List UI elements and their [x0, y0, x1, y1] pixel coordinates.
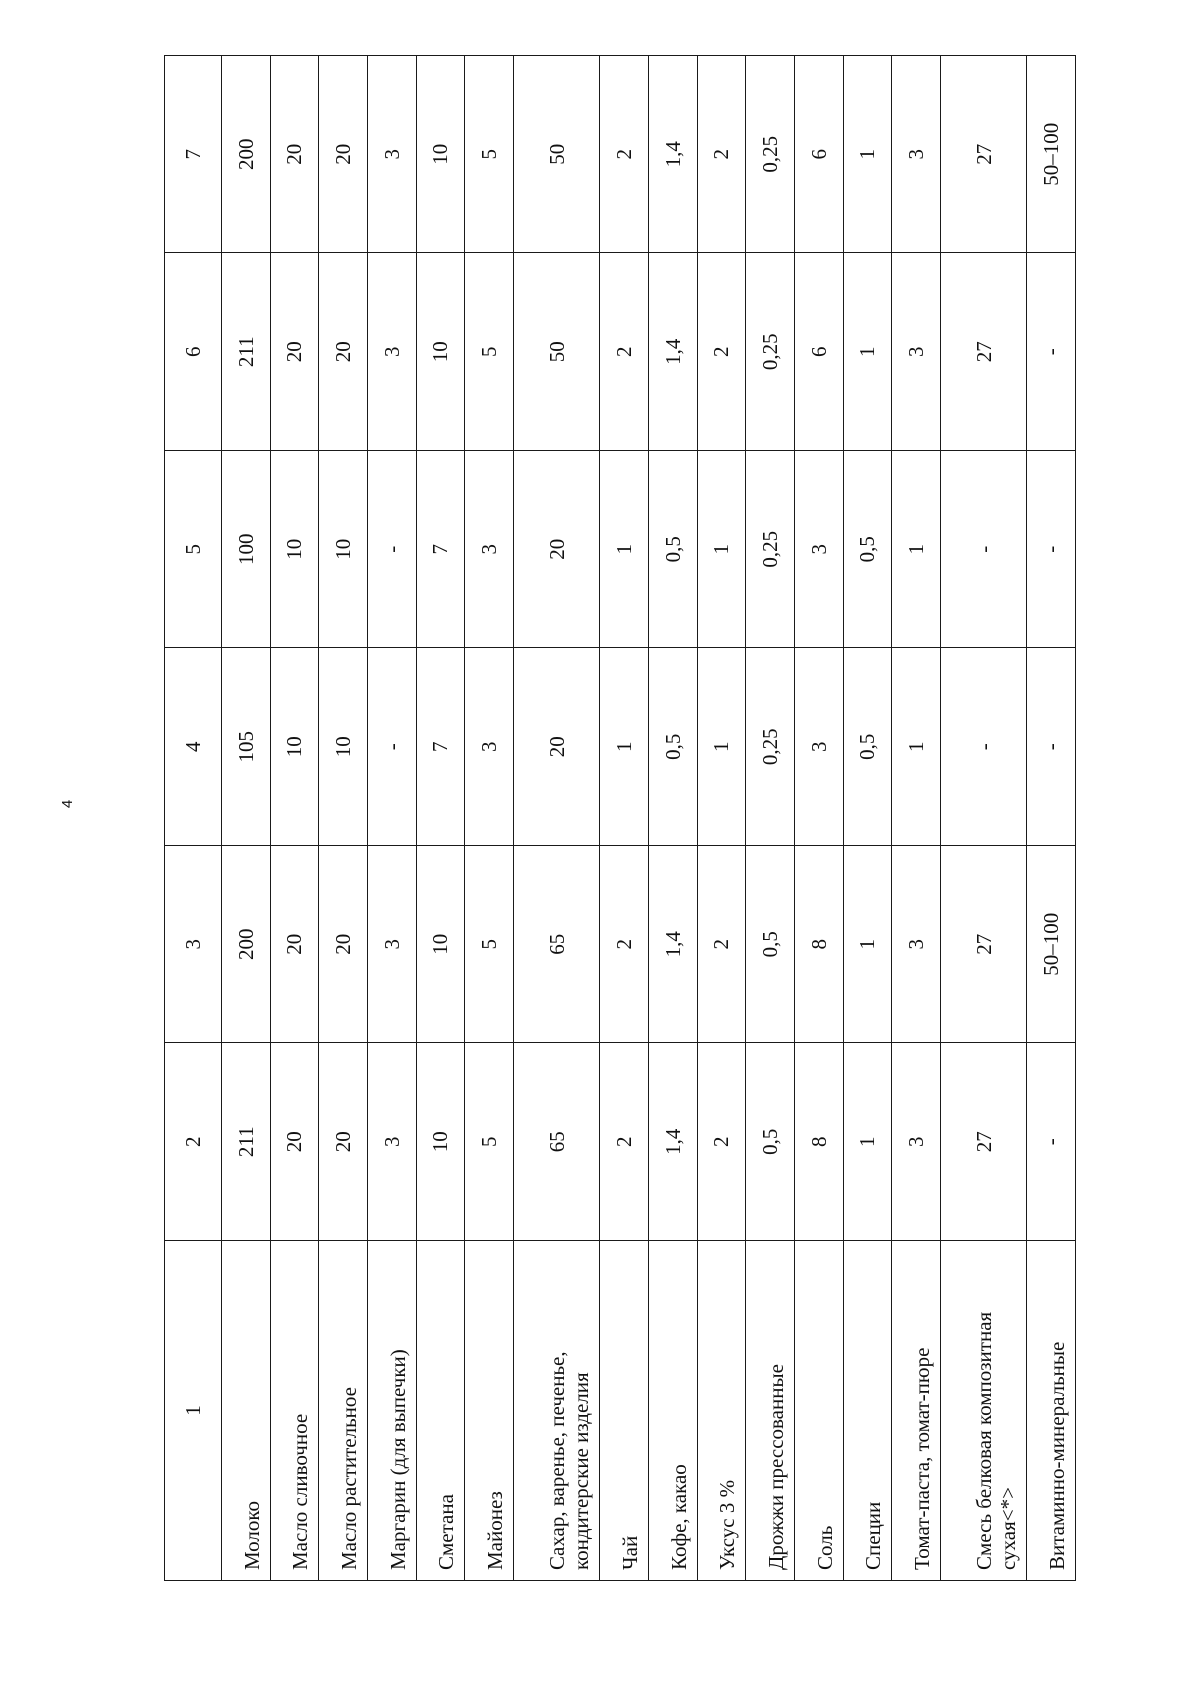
norm-value-cell-col-3: 20	[319, 846, 368, 1044]
norm-value-cell-col-3: 10	[416, 846, 465, 1044]
norm-value-cell-col-4: 3	[794, 648, 843, 846]
norm-value-cell-col-2: 211	[222, 1043, 271, 1241]
norm-value-cell-col-6: 27	[940, 253, 1026, 451]
norm-value-cell-col-6: 20	[319, 253, 368, 451]
table-header-row	[165, 56, 222, 1581]
norm-value-cell-col-7: 50–100	[1027, 56, 1076, 254]
product-name-cell: Масло сливочное	[270, 1241, 319, 1581]
norm-value-cell-col-2: 5	[465, 1043, 514, 1241]
norm-value-cell-col-6: 2	[600, 253, 649, 451]
norm-value-cell-col-7: 20	[319, 56, 368, 254]
norm-value-cell-col-7: 50	[513, 56, 599, 254]
norm-value-cell-col-2: 8	[794, 1043, 843, 1241]
norm-value-cell-col-3: 3	[892, 846, 941, 1044]
norm-value-cell-col-7: 6	[794, 56, 843, 254]
norm-value-cell-col-2: 27	[940, 1043, 1026, 1241]
norm-value-cell-col-5: 0,5	[648, 451, 697, 649]
norm-value-cell-col-6: 3	[892, 253, 941, 451]
norm-value-cell-col-4: 0,5	[648, 648, 697, 846]
norm-value-cell-col-5: -	[940, 451, 1026, 649]
rotated-table-container	[164, 56, 1076, 1581]
product-name-cell: Дрожжи прессованные	[746, 1241, 795, 1581]
table-row	[513, 56, 599, 1581]
norm-value-cell-col-5: 10	[270, 451, 319, 649]
norm-value-cell-col-5: -	[1027, 451, 1076, 649]
norm-value-cell-col-4: 1	[600, 648, 649, 846]
norm-value-cell-col-4: 7	[416, 648, 465, 846]
norm-value-cell-col-6: 5	[465, 253, 514, 451]
table-row	[892, 56, 941, 1581]
column-number-1: 1	[165, 1241, 222, 1581]
food-norms-table	[164, 55, 1076, 1581]
norm-value-cell-col-3: 2	[600, 846, 649, 1044]
table-row	[270, 56, 319, 1581]
norm-value-cell-col-4: 0,5	[843, 648, 892, 846]
product-name-cell: Майонез	[465, 1241, 514, 1581]
norm-value-cell-col-2: 1,4	[648, 1043, 697, 1241]
norm-value-cell-col-5: 0,25	[746, 451, 795, 649]
norm-value-cell-col-2: 10	[416, 1043, 465, 1241]
norm-value-cell-col-7: 10	[416, 56, 465, 254]
product-name-cell: Витаминно-минеральные	[1027, 1241, 1076, 1581]
norm-value-cell-col-6: 3	[367, 253, 416, 451]
norm-value-cell-col-6: 50	[513, 253, 599, 451]
norm-value-cell-col-7: 5	[465, 56, 514, 254]
norm-value-cell-col-2: 20	[270, 1043, 319, 1241]
norm-value-cell-col-7: 1,4	[648, 56, 697, 254]
table-row	[794, 56, 843, 1581]
product-name-cell: Соль	[794, 1241, 843, 1581]
product-name-cell: Молоко	[222, 1241, 271, 1581]
product-name-cell: Кофе, какао	[648, 1241, 697, 1581]
norm-value-cell-col-5: 3	[465, 451, 514, 649]
table-row	[697, 56, 746, 1581]
norm-value-cell-col-3: 200	[222, 846, 271, 1044]
norm-value-cell-col-7: 3	[367, 56, 416, 254]
norm-value-cell-col-4: 0,25	[746, 648, 795, 846]
product-name-cell: Смесь белковая композитная сухая<*>	[940, 1241, 1026, 1581]
norm-value-cell-col-5: 100	[222, 451, 271, 649]
product-name-cell: Масло растительное	[319, 1241, 368, 1581]
table-row	[465, 56, 514, 1581]
table-row	[746, 56, 795, 1581]
norm-value-cell-col-7: 1	[843, 56, 892, 254]
table-row	[843, 56, 892, 1581]
norm-value-cell-col-5: 1	[697, 451, 746, 649]
product-name-cell: Уксус 3 %	[697, 1241, 746, 1581]
norm-value-cell-col-3: 27	[940, 846, 1026, 1044]
norm-value-cell-col-2: 1	[843, 1043, 892, 1241]
norm-value-cell-col-7: 20	[270, 56, 319, 254]
norm-value-cell-col-4: -	[1027, 648, 1076, 846]
norm-value-cell-col-6: 6	[794, 253, 843, 451]
product-name-cell: Томат-паста, томат-пюре	[892, 1241, 941, 1581]
table-row	[367, 56, 416, 1581]
norm-value-cell-col-5: 7	[416, 451, 465, 649]
norm-value-cell-col-3: 20	[270, 846, 319, 1044]
norm-value-cell-col-7: 27	[940, 56, 1026, 254]
norm-value-cell-col-6: 1,4	[648, 253, 697, 451]
norm-value-cell-col-2: 3	[892, 1043, 941, 1241]
table-row	[416, 56, 465, 1581]
product-name-cell: Чай	[600, 1241, 649, 1581]
column-number-5: 5	[165, 451, 222, 649]
norm-value-cell-col-3: 0,5	[746, 846, 795, 1044]
product-name-cell: Сахар, варенье, печенье, кондитерские изделия	[513, 1241, 599, 1581]
norm-value-cell-col-2: 0,5	[746, 1043, 795, 1241]
table-row	[600, 56, 649, 1581]
column-number-7: 7	[165, 56, 222, 254]
norm-value-cell-col-3: 8	[794, 846, 843, 1044]
norm-value-cell-col-3: 65	[513, 846, 599, 1044]
norm-value-cell-col-7: 200	[222, 56, 271, 254]
norm-value-cell-col-3: 3	[367, 846, 416, 1044]
norm-value-cell-col-2: 20	[319, 1043, 368, 1241]
norm-value-cell-col-2: 3	[367, 1043, 416, 1241]
table-row	[648, 56, 697, 1581]
norm-value-cell-col-3: 2	[697, 846, 746, 1044]
norm-value-cell-col-6: 0,25	[746, 253, 795, 451]
norm-value-cell-col-5: -	[367, 451, 416, 649]
table-row	[1027, 56, 1076, 1581]
norm-value-cell-col-5: 0,5	[843, 451, 892, 649]
product-name-cell: Специи	[843, 1241, 892, 1581]
norm-value-cell-col-5: 1	[600, 451, 649, 649]
norm-value-cell-col-4: -	[940, 648, 1026, 846]
norm-value-cell-col-5: 20	[513, 451, 599, 649]
norm-value-cell-col-3: 1,4	[648, 846, 697, 1044]
page-number: 4	[59, 799, 76, 809]
norm-value-cell-col-3: 5	[465, 846, 514, 1044]
norm-value-cell-col-5: 1	[892, 451, 941, 649]
norm-value-cell-col-6: -	[1027, 253, 1076, 451]
norm-value-cell-col-2: -	[1027, 1043, 1076, 1241]
norm-value-cell-col-6: 20	[270, 253, 319, 451]
norm-value-cell-col-4: 20	[513, 648, 599, 846]
norm-value-cell-col-7: 2	[600, 56, 649, 254]
norm-value-cell-col-3: 1	[843, 846, 892, 1044]
norm-value-cell-col-4: 1	[697, 648, 746, 846]
norm-value-cell-col-2: 65	[513, 1043, 599, 1241]
norm-value-cell-col-2: 2	[600, 1043, 649, 1241]
product-name-cell: Маргарин (для выпечки)	[367, 1241, 416, 1581]
norm-value-cell-col-3: 50–100	[1027, 846, 1076, 1044]
norm-value-cell-col-7: 2	[697, 56, 746, 254]
column-number-2: 2	[165, 1043, 222, 1241]
column-number-6: 6	[165, 253, 222, 451]
table-row	[319, 56, 368, 1581]
norm-value-cell-col-5: 10	[319, 451, 368, 649]
column-number-4: 4	[165, 648, 222, 846]
norm-value-cell-col-6: 10	[416, 253, 465, 451]
product-name-cell: Сметана	[416, 1241, 465, 1581]
column-number-3: 3	[165, 846, 222, 1044]
norm-value-cell-col-7: 0,25	[746, 56, 795, 254]
norm-value-cell-col-2: 2	[697, 1043, 746, 1241]
table-row	[940, 56, 1026, 1581]
norm-value-cell-col-4: 10	[270, 648, 319, 846]
norm-value-cell-col-4: 105	[222, 648, 271, 846]
norm-value-cell-col-7: 3	[892, 56, 941, 254]
norm-value-cell-col-4: 3	[465, 648, 514, 846]
norm-value-cell-col-4: 10	[319, 648, 368, 846]
norm-value-cell-col-6: 211	[222, 253, 271, 451]
norm-value-cell-col-6: 1	[843, 253, 892, 451]
table-row	[222, 56, 271, 1581]
norm-value-cell-col-6: 2	[697, 253, 746, 451]
norm-value-cell-col-5: 3	[794, 451, 843, 649]
table-body	[165, 56, 1076, 1581]
norm-value-cell-col-4: -	[367, 648, 416, 846]
norm-value-cell-col-4: 1	[892, 648, 941, 846]
